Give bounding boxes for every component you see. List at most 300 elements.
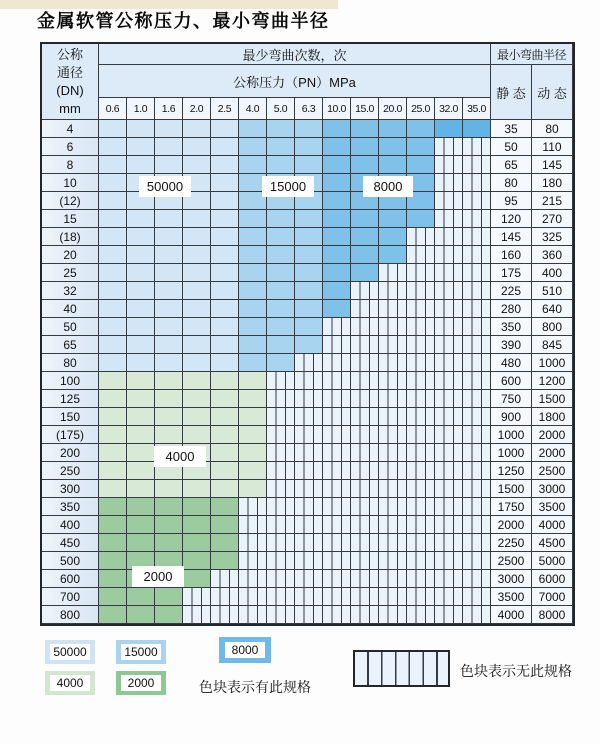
spec-cell: [239, 444, 267, 462]
no-spec-cell: [379, 318, 407, 336]
legend-no-spec-box: [353, 650, 450, 687]
static-radius-cell: 1000: [491, 444, 532, 462]
spec-cell: [99, 336, 127, 354]
static-radius-cell: 175: [491, 264, 532, 282]
spec-cell: [351, 120, 379, 138]
no-spec-cell: [379, 552, 407, 570]
pressure-col-header: 2.0: [183, 98, 211, 120]
legend-swatch-15000: [116, 640, 166, 664]
spec-cell: [239, 156, 267, 174]
spec-cell: [323, 300, 351, 318]
no-spec-cell: [463, 372, 491, 390]
no-spec-cell: [463, 192, 491, 210]
spec-cell: [239, 408, 267, 426]
spec-cell: [127, 336, 155, 354]
spec-cell: [239, 264, 267, 282]
spec-cell: [155, 408, 183, 426]
dn-cell: 20: [42, 246, 99, 264]
spec-cell: [239, 336, 267, 354]
no-spec-cell: [267, 516, 295, 534]
spec-cell: [267, 156, 295, 174]
spec-cell: [99, 552, 127, 570]
spec-cell: [183, 498, 211, 516]
static-radius-cell: 390: [491, 336, 532, 354]
dynamic-radius-cell: 800: [532, 318, 573, 336]
no-spec-cell: [323, 426, 351, 444]
no-spec-cell: [323, 588, 351, 606]
spec-cell: [127, 516, 155, 534]
no-spec-cell: [295, 354, 323, 372]
no-spec-cell: [295, 516, 323, 534]
no-spec-cell: [407, 516, 435, 534]
spec-cell: [351, 246, 379, 264]
no-spec-cell: [239, 552, 267, 570]
dynamic-radius-cell: 215: [532, 192, 573, 210]
no-spec-cell: [323, 318, 351, 336]
no-spec-cell: [463, 498, 491, 516]
spec-cell: [99, 264, 127, 282]
spec-cell: [267, 210, 295, 228]
spec-cell: [127, 498, 155, 516]
static-radius-cell: 1750: [491, 498, 532, 516]
no-spec-cell: [463, 516, 491, 534]
spec-cell: [239, 462, 267, 480]
no-spec-cell: [379, 462, 407, 480]
spec-cell: [99, 606, 127, 624]
spec-cell: [211, 498, 239, 516]
spec-cell: [239, 228, 267, 246]
legend-swatch-2000: [116, 671, 166, 695]
spec-cell: [239, 426, 267, 444]
static-radius-cell: 160: [491, 246, 532, 264]
dynamic-radius-cell: 400: [532, 264, 573, 282]
no-spec-cell: [323, 444, 351, 462]
no-spec-cell: [407, 336, 435, 354]
spec-cell: [99, 444, 127, 462]
spec-cell: [379, 228, 407, 246]
dn-cell: 65: [42, 336, 99, 354]
no-spec-cell: [295, 534, 323, 552]
spec-cell: [267, 264, 295, 282]
dynamic-radius-cell: 80: [532, 120, 573, 138]
dn-cell: 350: [42, 498, 99, 516]
no-spec-cell: [463, 462, 491, 480]
spec-cell: [155, 354, 183, 372]
dn-cell: 250: [42, 462, 99, 480]
spec-cell: [211, 426, 239, 444]
no-spec-cell: [435, 210, 463, 228]
no-spec-cell: [267, 426, 295, 444]
no-spec-cell: [407, 552, 435, 570]
no-spec-cell: [323, 336, 351, 354]
spec-cell: [155, 300, 183, 318]
spec-cell: [127, 426, 155, 444]
no-spec-cell: [435, 570, 463, 588]
no-spec-cell: [435, 318, 463, 336]
no-spec-cell: [239, 498, 267, 516]
no-spec-cell: [295, 462, 323, 480]
bend-cycles-header: 最少弯曲次数，次: [99, 44, 491, 65]
no-spec-cell: [351, 534, 379, 552]
spec-cell: [379, 246, 407, 264]
spec-cell: [211, 300, 239, 318]
no-spec-cell: [379, 444, 407, 462]
spec-cell: [183, 426, 211, 444]
spec-cell: [99, 588, 127, 606]
spec-cell: [267, 282, 295, 300]
dynamic-radius-cell: 2000: [532, 444, 573, 462]
no-spec-cell: [323, 498, 351, 516]
spec-cell: [183, 228, 211, 246]
spec-cell: [183, 246, 211, 264]
spec-cell: [127, 300, 155, 318]
no-spec-cell: [463, 408, 491, 426]
no-spec-cell: [435, 372, 463, 390]
no-spec-cell: [435, 156, 463, 174]
no-spec-cell: [463, 354, 491, 372]
spec-cell: [267, 246, 295, 264]
no-spec-cell: [379, 480, 407, 498]
dn-cell: 450: [42, 534, 99, 552]
spec-cell: [211, 354, 239, 372]
spec-cell: [211, 210, 239, 228]
spec-cell: [183, 282, 211, 300]
spec-cell: [155, 120, 183, 138]
no-spec-cell: [407, 390, 435, 408]
spec-cell: [295, 282, 323, 300]
pressure-col-header: 15.0: [351, 98, 379, 120]
spec-cell: [211, 192, 239, 210]
spec-cell: [323, 120, 351, 138]
static-radius-cell: 225: [491, 282, 532, 300]
no-spec-cell: [267, 444, 295, 462]
legend-swatch-4000: [45, 671, 95, 695]
no-spec-cell: [379, 588, 407, 606]
spec-cell: [323, 156, 351, 174]
spec-cell: [295, 156, 323, 174]
no-spec-cell: [407, 570, 435, 588]
no-spec-cell: [351, 318, 379, 336]
legend-swatch-label: 8000: [225, 642, 265, 658]
no-spec-cell: [379, 282, 407, 300]
no-spec-cell: [435, 264, 463, 282]
dn-cell: 15: [42, 210, 99, 228]
spec-cell: [127, 282, 155, 300]
spec-cell: [267, 138, 295, 156]
pressure-col-header: 1.0: [127, 98, 155, 120]
spec-cell: [127, 372, 155, 390]
no-spec-cell: [435, 552, 463, 570]
spec-cell: [211, 390, 239, 408]
spec-cell: [99, 156, 127, 174]
static-radius-cell: 750: [491, 390, 532, 408]
dn-cell: 700: [42, 588, 99, 606]
dn-cell: 40: [42, 300, 99, 318]
spec-cell: [295, 246, 323, 264]
spec-cell: [155, 138, 183, 156]
no-spec-cell: [351, 372, 379, 390]
no-spec-cell: [351, 606, 379, 624]
spec-cell: [99, 462, 127, 480]
cycles-annotation-4000: 4000: [154, 446, 206, 467]
no-spec-cell: [463, 426, 491, 444]
spec-cell: [211, 552, 239, 570]
spec-cell: [183, 120, 211, 138]
no-spec-cell: [379, 534, 407, 552]
no-spec-cell: [435, 534, 463, 552]
spec-cell: [267, 120, 295, 138]
spec-cell: [99, 408, 127, 426]
spec-cell: [183, 570, 211, 588]
spec-cell: [99, 192, 127, 210]
spec-cell: [127, 246, 155, 264]
no-spec-cell: [463, 534, 491, 552]
no-spec-cell: [407, 318, 435, 336]
no-spec-cell: [463, 228, 491, 246]
spec-cell: [99, 372, 127, 390]
spec-cell: [127, 264, 155, 282]
spec-cell: [155, 156, 183, 174]
spec-cell: [99, 210, 127, 228]
no-spec-cell: [351, 444, 379, 462]
static-radius-cell: 3500: [491, 588, 532, 606]
dn-cell: 125: [42, 390, 99, 408]
spec-cell: [127, 318, 155, 336]
legend-no-spec-label: 色块表示无此规格: [460, 663, 572, 679]
static-radius-cell: 120: [491, 210, 532, 228]
no-spec-cell: [435, 606, 463, 624]
spec-cell: [99, 354, 127, 372]
no-spec-cell: [295, 570, 323, 588]
spec-cell: [295, 228, 323, 246]
spec-cell: [379, 138, 407, 156]
dn-cell: 500: [42, 552, 99, 570]
no-spec-cell: [435, 498, 463, 516]
spec-cell: [99, 534, 127, 552]
static-radius-cell: 1250: [491, 462, 532, 480]
static-radius-cell: 280: [491, 300, 532, 318]
static-radius-cell: 80: [491, 174, 532, 192]
no-spec-cell: [407, 498, 435, 516]
no-spec-cell: [351, 570, 379, 588]
spec-cell: [239, 282, 267, 300]
no-spec-cell: [211, 588, 239, 606]
no-spec-cell: [323, 534, 351, 552]
legend-has-spec-label: 色块表示有此规格: [199, 679, 311, 695]
spec-cell: [211, 462, 239, 480]
no-spec-cell: [379, 354, 407, 372]
spec-cell: [211, 174, 239, 192]
dn-cell: 200: [42, 444, 99, 462]
static-radius-cell: 2500: [491, 552, 532, 570]
min-bend-radius-header: 最小弯曲半径: [491, 44, 573, 65]
no-spec-cell: [351, 588, 379, 606]
spec-cell: [295, 300, 323, 318]
dn-header-line: mm: [59, 100, 81, 116]
no-spec-cell: [351, 498, 379, 516]
spec-cell: [155, 588, 183, 606]
no-spec-cell: [351, 300, 379, 318]
dn-cell: 32: [42, 282, 99, 300]
no-spec-cell: [295, 408, 323, 426]
spec-cell: [239, 246, 267, 264]
legend-swatch-50000: [45, 640, 95, 664]
no-spec-cell: [323, 480, 351, 498]
pressure-col-header: 5.0: [267, 98, 295, 120]
dn-cell: (18): [42, 228, 99, 246]
spec-cell: [267, 228, 295, 246]
no-spec-cell: [463, 156, 491, 174]
dn-cell: 800: [42, 606, 99, 624]
no-spec-cell: [435, 480, 463, 498]
dynamic-radius-cell: 360: [532, 246, 573, 264]
dn-cell: 6: [42, 138, 99, 156]
no-spec-cell: [351, 480, 379, 498]
spec-cell: [351, 138, 379, 156]
no-spec-cell: [379, 336, 407, 354]
table-area: [40, 42, 575, 626]
no-spec-cell: [463, 318, 491, 336]
spec-cell: [99, 120, 127, 138]
spec-cell: [155, 228, 183, 246]
spec-cell: [127, 462, 155, 480]
no-spec-cell: [267, 570, 295, 588]
spec-cell: [183, 372, 211, 390]
no-spec-cell: [407, 354, 435, 372]
spec-cell: [155, 264, 183, 282]
no-spec-cell: [407, 282, 435, 300]
no-spec-cell: [267, 534, 295, 552]
spec-cell: [99, 390, 127, 408]
spec-cell: [127, 228, 155, 246]
dynamic-radius-cell: 1500: [532, 390, 573, 408]
pressure-col-header: 20.0: [379, 98, 407, 120]
no-spec-cell: [407, 228, 435, 246]
no-spec-cell: [407, 264, 435, 282]
no-spec-cell: [211, 570, 239, 588]
no-spec-cell: [463, 390, 491, 408]
spec-cell: [211, 516, 239, 534]
no-spec-cell: [407, 444, 435, 462]
spec-cell: [183, 408, 211, 426]
dynamic-radius-cell: 1000: [532, 354, 573, 372]
legend-swatch-label: 50000: [50, 644, 90, 660]
spec-cell: [211, 336, 239, 354]
no-spec-cell: [463, 588, 491, 606]
spec-cell: [211, 138, 239, 156]
no-spec-cell: [267, 372, 295, 390]
cycles-annotation-8000: 8000: [363, 176, 413, 197]
no-spec-cell: [435, 138, 463, 156]
spec-cell: [99, 300, 127, 318]
no-spec-cell: [351, 552, 379, 570]
no-spec-cell: [379, 516, 407, 534]
spec-cell: [99, 480, 127, 498]
spec-cell: [211, 282, 239, 300]
no-spec-cell: [295, 588, 323, 606]
static-radius-cell: 145: [491, 228, 532, 246]
pressure-col-header: 0.6: [99, 98, 127, 120]
dynamic-radius-cell: 4500: [532, 534, 573, 552]
no-spec-cell: [351, 516, 379, 534]
no-spec-cell: [463, 264, 491, 282]
no-spec-cell: [211, 606, 239, 624]
spec-cell: [183, 264, 211, 282]
dn-cell: 300: [42, 480, 99, 498]
no-spec-cell: [463, 300, 491, 318]
no-spec-cell: [435, 336, 463, 354]
dn-cell: 400: [42, 516, 99, 534]
static-radius-cell: 480: [491, 354, 532, 372]
pressure-table: [40, 42, 575, 626]
spec-cell: [267, 318, 295, 336]
spec-cell: [99, 516, 127, 534]
static-radius-cell: 3000: [491, 570, 532, 588]
spec-cell: [211, 480, 239, 498]
no-spec-cell: [379, 264, 407, 282]
dynamic-radius-cell: 2000: [532, 426, 573, 444]
dynamic-radius-cell: 8000: [532, 606, 573, 624]
cycles-annotation-15000: 15000: [262, 176, 314, 197]
no-spec-cell: [435, 192, 463, 210]
no-spec-cell: [463, 210, 491, 228]
spec-cell: [435, 120, 463, 138]
spec-cell: [239, 120, 267, 138]
dn-cell: 8: [42, 156, 99, 174]
static-radius-cell: 1500: [491, 480, 532, 498]
no-spec-cell: [463, 606, 491, 624]
no-spec-cell: [323, 570, 351, 588]
no-spec-cell: [267, 390, 295, 408]
no-spec-cell: [323, 408, 351, 426]
spec-cell: [155, 282, 183, 300]
spec-cell: [127, 534, 155, 552]
spec-cell: [407, 156, 435, 174]
no-spec-cell: [435, 300, 463, 318]
spec-cell: [239, 210, 267, 228]
spec-cell: [295, 318, 323, 336]
no-spec-cell: [323, 552, 351, 570]
spec-cell: [127, 606, 155, 624]
no-spec-cell: [407, 372, 435, 390]
spec-cell: [323, 282, 351, 300]
spec-cell: [239, 354, 267, 372]
dynamic-radius-cell: 110: [532, 138, 573, 156]
no-spec-cell: [295, 606, 323, 624]
static-radius-cell: 600: [491, 372, 532, 390]
spec-cell: [127, 390, 155, 408]
spec-cell: [99, 570, 127, 588]
spec-cell: [155, 336, 183, 354]
no-spec-cell: [351, 426, 379, 444]
spec-cell: [155, 426, 183, 444]
spec-cell: [323, 246, 351, 264]
no-spec-cell: [323, 606, 351, 624]
static-radius-cell: 4000: [491, 606, 532, 624]
dynamic-radius-cell: 3000: [532, 480, 573, 498]
dn-cell: 600: [42, 570, 99, 588]
spec-cell: [295, 210, 323, 228]
no-spec-cell: [295, 480, 323, 498]
spec-cell: [99, 246, 127, 264]
static-radius-cell: 50: [491, 138, 532, 156]
spec-cell: [323, 174, 351, 192]
spec-cell: [211, 534, 239, 552]
no-spec-cell: [407, 408, 435, 426]
dn-cell: 10: [42, 174, 99, 192]
spec-cell: [463, 120, 491, 138]
no-spec-cell: [239, 588, 267, 606]
